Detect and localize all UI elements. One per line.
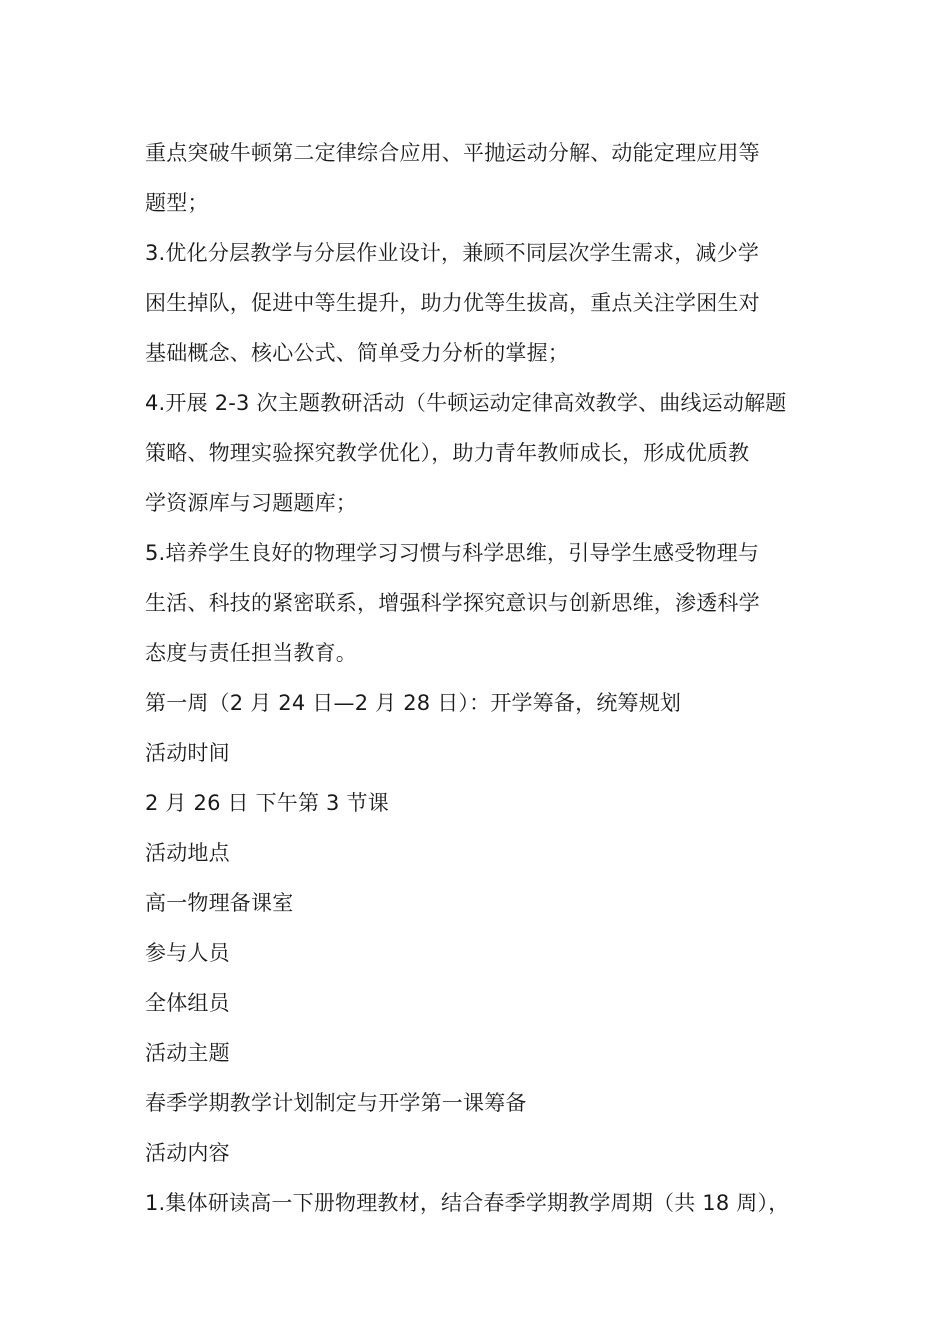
- goal-3-line: 3.优化分层教学与分层作业设计，兼顾不同层次学生需求，减少学: [145, 241, 760, 265]
- week-1-heading: 第一周（2 月 24 日—2 月 28 日）：开学筹备，统筹规划: [145, 691, 682, 715]
- document-body: [145, 128, 813, 1228]
- goal-4-line: 4.开展 2-3 次主题教研活动（牛顿运动定律高效教学、曲线运动解题: [145, 391, 787, 415]
- activity-theme-label: 活动主题: [145, 1041, 230, 1065]
- paragraph-line: 基础概念、核心公式、简单受力分析的掌握；: [145, 341, 569, 365]
- paragraph-line: 学资源库与习题题库；: [145, 491, 357, 515]
- activity-time-label: 活动时间: [145, 741, 230, 765]
- goal-5-line: 5.培养学生良好的物理学习习惯与科学思维，引导学生感受物理与: [145, 541, 760, 565]
- activity-content-label: 活动内容: [145, 1141, 230, 1165]
- participants-label: 参与人员: [145, 941, 230, 965]
- activity-time-value: 2 月 26 日 下午第 3 节课: [145, 791, 389, 815]
- paragraph-line: 策略、物理实验探究教学优化），助力青年教师成长，形成优质教: [145, 441, 750, 465]
- paragraph-line: 题型；: [145, 191, 209, 215]
- paragraph-line: 重点突破牛顿第二定律综合应用、平抛运动分解、动能定理应用等: [145, 141, 760, 165]
- activity-location-label: 活动地点: [145, 841, 230, 865]
- paragraph-line: 态度与责任担当教育。: [145, 641, 357, 665]
- paragraph-line: 困生掉队，促进中等生提升，助力优等生拔高，重点关注学困生对: [145, 291, 760, 315]
- activity-theme-value: 春季学期教学计划制定与开学第一课筹备: [145, 1091, 527, 1115]
- participants-value: 全体组员: [145, 991, 230, 1015]
- paragraph-line: 生活、科技的紧密联系，增强科学探究意识与创新思维，渗透科学: [145, 591, 760, 615]
- activity-location-value: 高一物理备课室: [145, 891, 294, 915]
- activity-content-item-1: 1.集体研读高一下册物理教材，结合春季学期教学周期（共 18 周），: [145, 1191, 790, 1215]
